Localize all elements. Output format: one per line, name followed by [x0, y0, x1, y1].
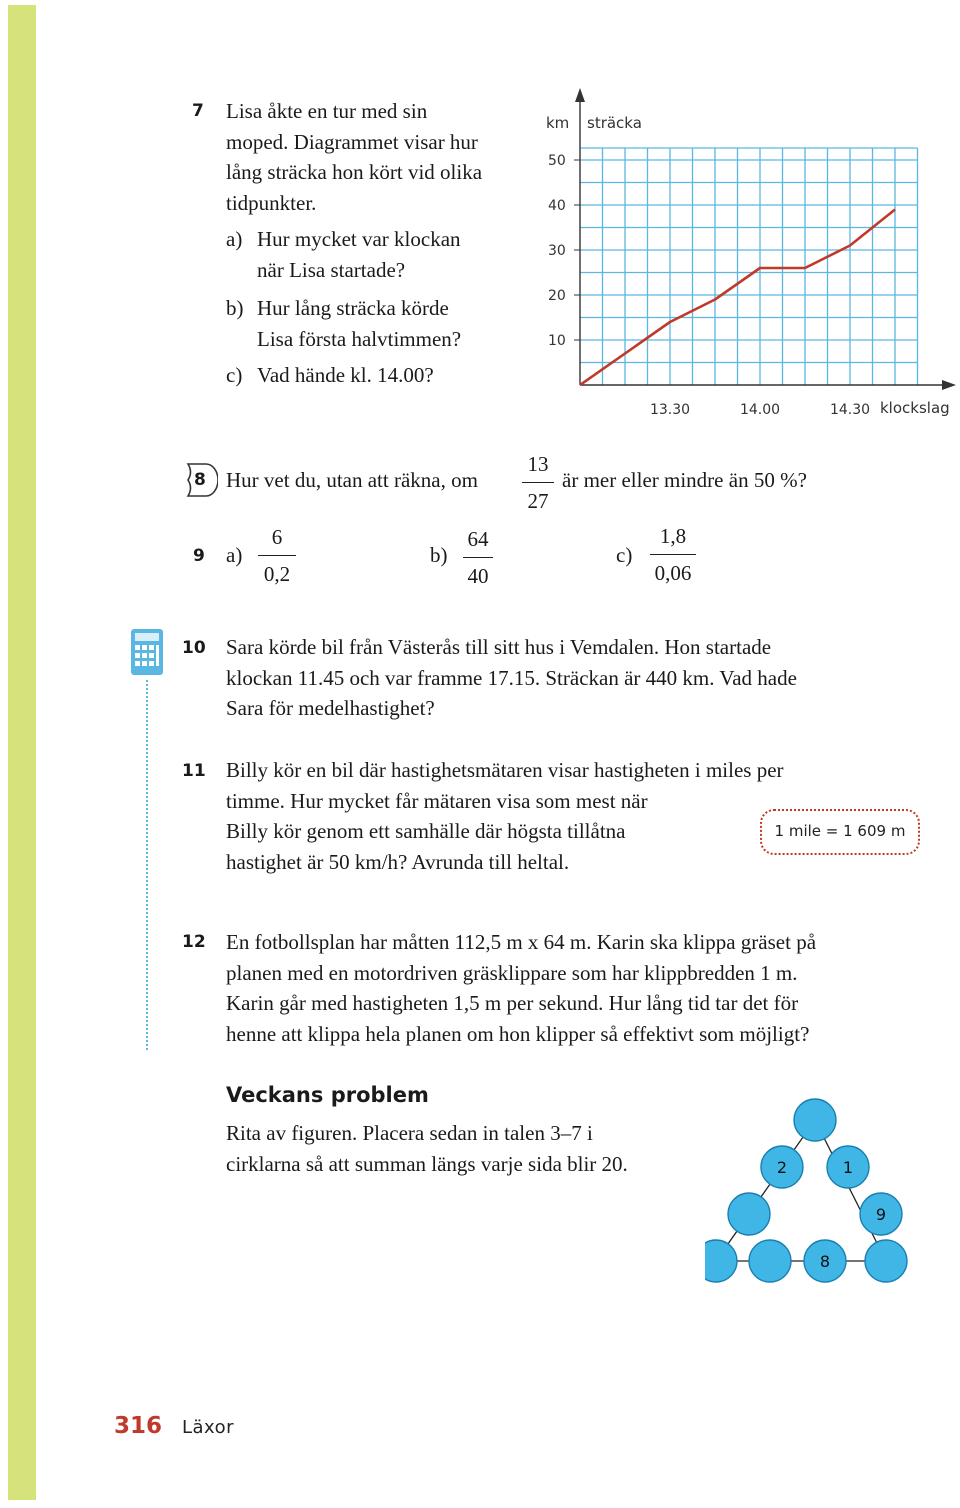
problem-12-text: En fotbollsplan har måtten 112,5 m x 64 m. Karin ska klippa gräset på planen med en motordriven gräsklippare som har klippbredden 1 m. Karin går med hastigheten 1,5 m per sekund. Hur lång tid tar det för henne att klippa hela planen om hon klipper så effektivt som möjligt?	[226, 930, 817, 1046]
x-tick-label: 14.30	[829, 402, 871, 418]
triangle-circle	[749, 1240, 791, 1282]
problem-9a-fraction: 6 0,2	[258, 525, 296, 586]
triangle-lines	[716, 1120, 886, 1261]
triangle-circle-value: 2	[776, 1158, 788, 1177]
problem-11-number: 11	[182, 761, 206, 781]
problem-9c-label: c)	[616, 543, 633, 567]
triangle-circle	[865, 1240, 907, 1282]
weekly-problem-text: Rita av figuren. Placera sedan in talen 3–7 i cirklarna så att summan längs varje sida blir 20.	[226, 1121, 628, 1176]
y-axis-arrow	[575, 88, 585, 102]
distance-chart	[530, 80, 960, 420]
y-tick-label: 10	[548, 333, 566, 349]
chart-axes	[575, 88, 956, 390]
triangle-figure	[705, 1090, 945, 1310]
chart-ylabel: sträcka	[587, 114, 642, 132]
page-number: 316	[114, 1413, 163, 1439]
y-tick-label: 50	[548, 153, 566, 169]
problem-7-text: Lisa åkte en tur med sin moped. Diagrammet visar hur lång sträcka hon kört vid olika tidpunkter.	[226, 99, 483, 215]
triangle-circle-value: 8	[819, 1252, 831, 1271]
triangle-circles	[705, 1099, 907, 1282]
triangle-circle	[794, 1099, 836, 1141]
problem-7c: c) Vad hände kl. 14.00?	[226, 363, 434, 387]
weekly-problem-title: Veckans problem	[226, 1083, 429, 1107]
calculator-icon	[130, 628, 164, 676]
triangle-circle	[705, 1240, 737, 1282]
mile-conversion-note: 1 mile = 1 609 m	[760, 809, 920, 855]
x-tick-label: 13.30	[649, 402, 691, 418]
x-tick-label: 14.00	[739, 402, 781, 418]
triangle-circle-value: 9	[875, 1205, 887, 1224]
side-color-bar	[8, 5, 36, 1500]
problem-9b-label: b)	[430, 543, 448, 567]
y-tick-label: 30	[548, 243, 566, 259]
problem-8-fraction: 13 27	[522, 452, 554, 513]
problem-11-text: Billy kör en bil där hastighetsmätaren visar hastigheten i miles per timme. Hur mycket får mätaren visa som mest när Billy kör genom ett samhälle där högsta tillåtna hastighet är 50 km/h? Avrunda till heltal.	[226, 758, 784, 874]
y-tick-label: 40	[548, 198, 566, 214]
chart-xlabel: klockslag	[880, 399, 950, 417]
y-tick-label: 20	[548, 288, 566, 304]
triangle-circle	[728, 1193, 770, 1235]
calculator-section-line	[146, 680, 148, 1050]
problem-9b-fraction: 64 40	[463, 527, 493, 588]
chart-ticks	[548, 153, 870, 418]
problem-7a: a) Hur mycket var klockan när Lisa startade?	[226, 227, 461, 282]
problem-8-text-after: är mer eller mindre än 50 %?	[562, 468, 807, 492]
problem-8-text: Hur vet du, utan att räkna, om	[226, 468, 478, 492]
problem-7b: b) Hur lång sträcka körde Lisa första halvtimmen?	[226, 296, 462, 351]
problem-10-number: 10	[182, 638, 206, 658]
problem-9c-fraction: 1,8 0,06	[650, 524, 696, 585]
problem-7-number: 7	[192, 101, 204, 121]
problem-9a-label: a)	[226, 543, 243, 567]
problem-12-number: 12	[182, 932, 206, 952]
triangle-circle-value: 1	[842, 1158, 854, 1177]
chart-unit-label: km	[546, 114, 570, 132]
section-label: Läxor	[182, 1417, 235, 1438]
problem-8-number: 8	[194, 470, 206, 490]
problem-10-text: Sara körde bil från Västerås till sitt hus i Vemdalen. Hon startade klockan 11.45 och var framme 17.15. Sträckan är 440 km. Vad hade Sara för medelhastighet?	[226, 635, 797, 721]
x-axis-arrow	[942, 380, 956, 390]
problem-9-number: 9	[193, 546, 205, 566]
